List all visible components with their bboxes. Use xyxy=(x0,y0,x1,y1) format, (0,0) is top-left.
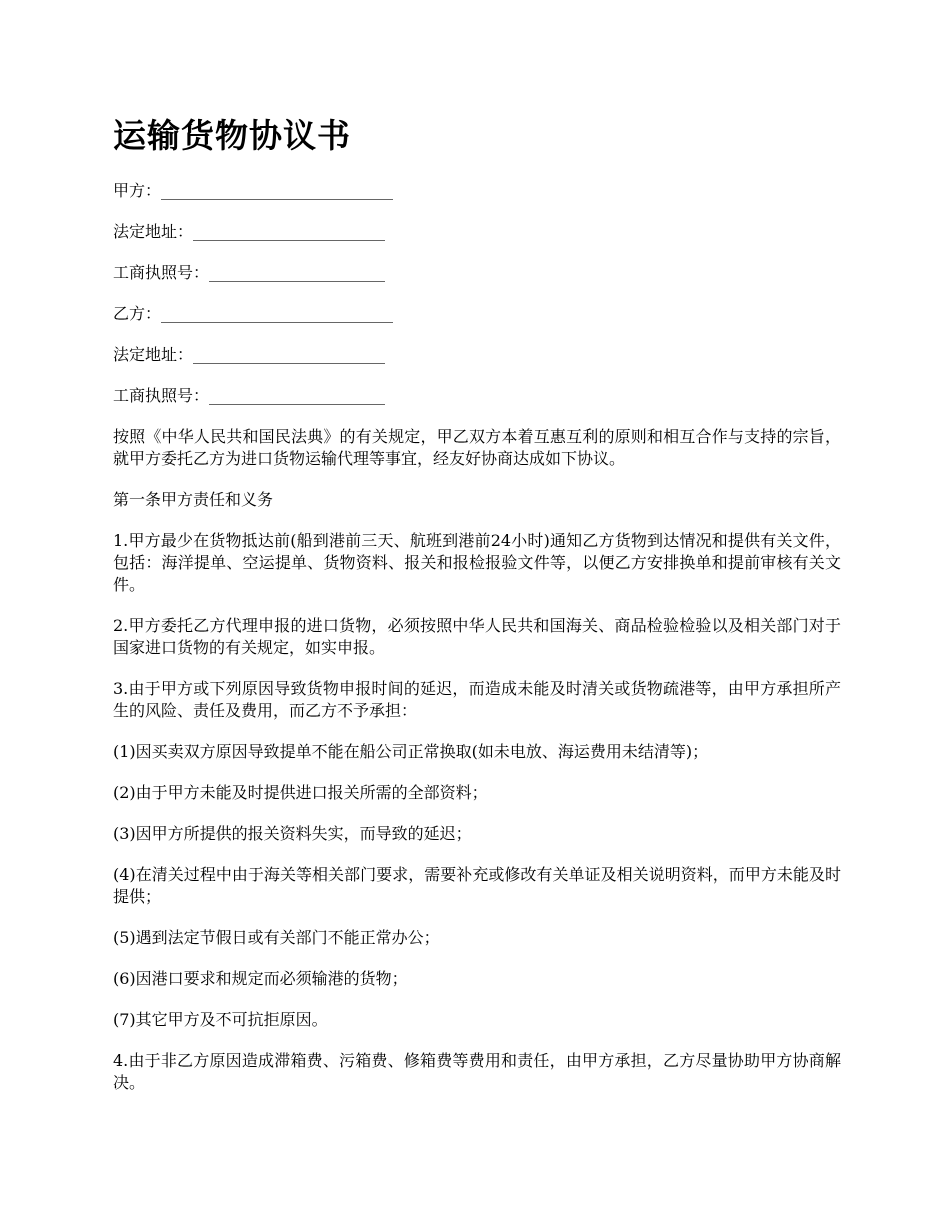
article-one-heading: 第一条甲方责任和义务 xyxy=(113,490,274,509)
sub-clause-1: (1)因买卖双方原因导致提单不能在船公司正常换取(如未电放、海运费用未结清等)； xyxy=(113,742,709,761)
sub-clause-5: (5)遇到法定节假日或有关部门不能正常办公； xyxy=(113,928,440,947)
clause-1: 1.甲方最少在货物抵达前(船到港前三天、航班到港前24小时)通知乙方货物到达情况和提供有关文件，包括：海洋提单、空运提单、货物资料、报关和报检报验文件等，以便乙方安排换单和提前审核有关文件。 xyxy=(113,531,841,594)
party-b-license-field: 工商执照号：______________________ xyxy=(113,386,386,405)
clause-4: 4.由于非乙方原因造成滞箱费、污箱费、修箱费等费用和责任，由甲方承担，乙方尽量协助甲方协商解决。 xyxy=(113,1051,841,1092)
party-a-address-field: 法定地址：________________________ xyxy=(113,222,386,241)
sub-clause-2: (2)由于甲方未能及时提供进口报关所需的全部资料； xyxy=(113,783,488,802)
clause-2: 2.甲方委托乙方代理申报的进口货物，必须按照中华人民共和国海关、商品检验检验以及相关部门对于国家进口货物的有关规定，如实申报。 xyxy=(113,616,841,657)
sub-clause-3: (3)因甲方所提供的报关资料失实，而导致的延迟； xyxy=(113,824,472,843)
document-page xyxy=(113,112,841,1113)
sub-clause-4: (4)在清关过程中由于海关等相关部门要求，需要补充或修改有关单证及相关说明资料，而甲方未能及时提供； xyxy=(113,865,841,906)
party-b-field: 乙方：_____________________________ xyxy=(113,304,394,323)
party-b-address-field: 法定地址：________________________ xyxy=(113,345,386,364)
preamble-paragraph: 按照《中华人民共和国民法典》的有关规定，甲乙双方本着互惠互利的原则和相互合作与支持的宗旨，就甲方委托乙方为进口货物运输代理等事宜，经友好协商达成如下协议。 xyxy=(113,427,841,468)
sub-clause-7: (7)其它甲方及不可抗拒原因。 xyxy=(113,1010,328,1029)
sub-clause-6: (6)因港口要求和规定而必须输港的货物； xyxy=(113,969,408,988)
clause-3: 3.由于甲方或下列原因导致货物申报时间的延迟，而造成未能及时清关或货物疏港等，由甲方承担所产生的风险、责任及费用，而乙方不予承担： xyxy=(113,679,841,720)
party-a-field: 甲方：_____________________________ xyxy=(113,181,394,200)
document-title: 运输货物协议书 xyxy=(113,116,351,155)
party-a-license-field: 工商执照号：______________________ xyxy=(113,263,386,282)
